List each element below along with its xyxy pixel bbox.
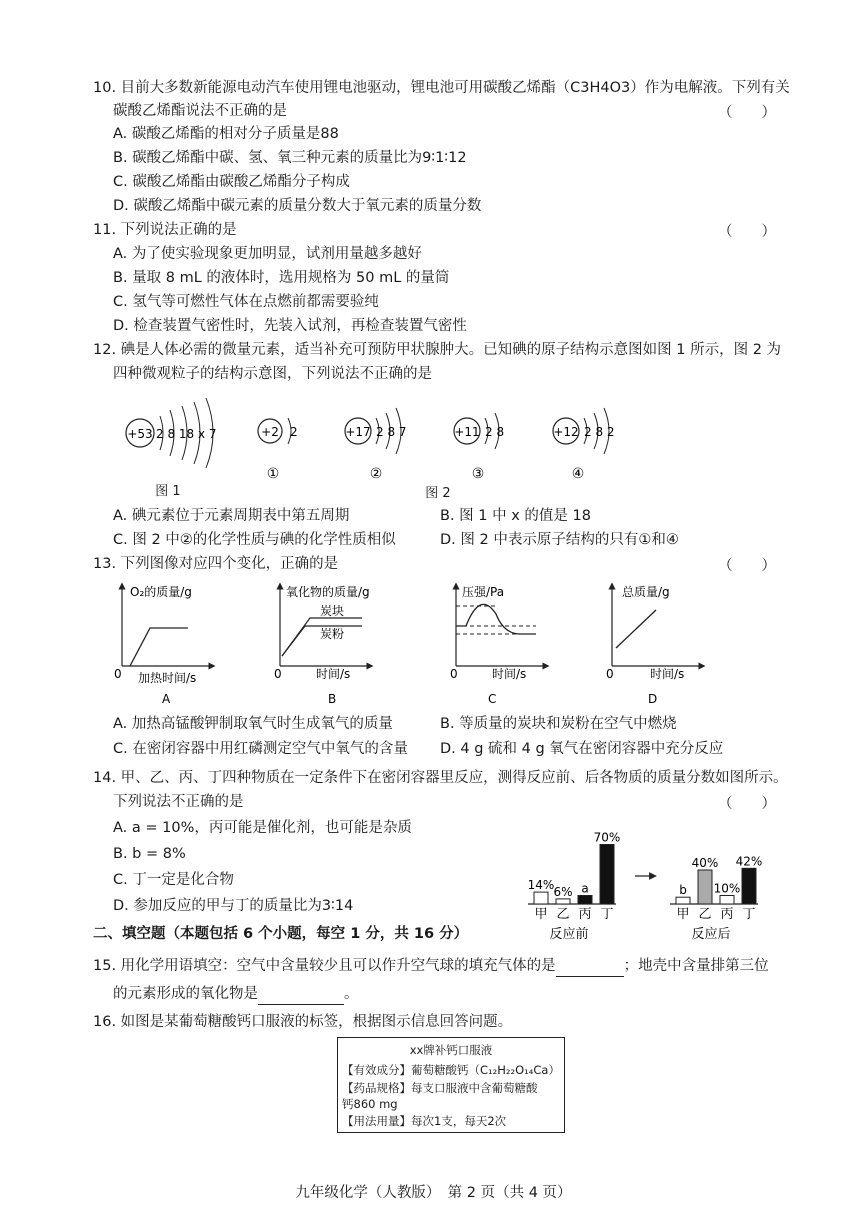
fig1-caption: 图 1: [155, 484, 181, 499]
particle-1-diagram: [258, 418, 298, 482]
after-category-2: 丙: [720, 907, 734, 922]
q13-option-d: D. 4 g 硫和 4 g 氧气在密闭容器中充分反应: [440, 741, 724, 757]
q11-option-c: C. 氢气等可燃性气体在点燃前都需要验纯: [113, 294, 379, 310]
after-title: 反应后: [691, 927, 731, 942]
svg-text:炭粉: 炭粉: [320, 627, 345, 641]
particle-3-diagram: [454, 413, 504, 482]
q11-option-a: A. 为了使实验现象更加明显，试剂用量越多越好: [113, 246, 422, 262]
svg-text:2 8 7: 2 8 7: [376, 425, 407, 439]
svg-text:②: ②: [369, 466, 383, 482]
svg-text:2 8: 2 8: [485, 425, 505, 439]
q14-option-d: D. 参加反应的甲与丁的质量比为3∶14: [113, 898, 354, 914]
svg-text:0: 0: [114, 667, 122, 681]
q14-answer-paren: （ ）: [718, 796, 776, 812]
fig2-caption: 图 2: [425, 486, 451, 501]
chart-before: [528, 831, 621, 943]
q13-answer-paren: （ ）: [718, 558, 776, 574]
q11-option-b: B. 量取 8 mL 的液体时，选用规格为 50 mL 的量筒: [113, 270, 450, 286]
svg-text:时间/s: 时间/s: [492, 667, 527, 681]
q12-stem-line1: 12. 碘是人体必需的微量元素，适当补充可预防甲状腺肿大。已知碘的原子结构示意图如图 1 所示，图 2 为: [93, 342, 782, 358]
svg-text:+2: +2: [261, 425, 279, 439]
q11-stem: 11. 下列说法正确的是: [93, 222, 237, 238]
q10-stem-line2: 碳酸乙烯酯说法不正确的是: [113, 103, 287, 119]
q10-option-a: A. 碳酸乙烯酯的相对分子质量是88: [113, 126, 339, 142]
svg-text:加热时间/s: 加热时间/s: [138, 671, 197, 685]
graph-b: [274, 584, 370, 706]
particle-2-diagram: [345, 408, 407, 482]
after-bar-0: [676, 897, 690, 904]
graph-a: [114, 584, 212, 706]
svg-text:炭块: 炭块: [320, 604, 345, 618]
q14-option-a: A. a = 10%，丙可能是催化剂，也可能是杂质: [113, 820, 412, 836]
before-bar-3: [600, 845, 614, 905]
svg-text:时间/s: 时间/s: [650, 667, 685, 681]
q10-option-d: D. 碳酸乙烯酯中碳元素的质量分数大于氧元素的质量分数: [113, 198, 482, 214]
after-value-label-1: 40%: [691, 856, 719, 870]
after-category-0: 甲: [676, 907, 690, 922]
after-category-1: 乙: [698, 907, 712, 922]
q12-stem-line2: 四种微观粒子的结构示意图，下列说法不正确的是: [113, 366, 432, 382]
q13-option-b: B. 等质量的炭块和炭粉在空气中燃烧: [440, 716, 677, 732]
q12-option-c: C. 图 2 中②的化学性质与碘的化学性质相似: [113, 532, 396, 548]
q12-option-b: B. 图 1 中 x 的值是 18: [440, 508, 591, 524]
q16-stem: 16. 如图是某葡萄糖酸钙口服液的标签，根据图示信息回答问题。: [93, 1014, 513, 1030]
svg-text:0: 0: [606, 667, 614, 681]
particle-4-diagram: [553, 408, 615, 482]
graph-c: [450, 585, 546, 706]
iodine-atom-diagram: [126, 398, 217, 468]
svg-text:B: B: [328, 692, 337, 706]
label-title: xx牌补钙口服液: [409, 1043, 493, 1057]
svg-text:O₂的质量/g: O₂的质量/g: [130, 585, 192, 599]
before-category-0: 甲: [534, 907, 548, 922]
q13-option-c: C. 在密闭容器中用红磷测定空气中氧气的含量: [113, 741, 408, 757]
svg-text:A: A: [162, 692, 171, 706]
svg-text:④: ④: [571, 466, 585, 482]
atom-structure-diagrams: [110, 388, 670, 500]
q15-line2: 的元素形成的氧化物是 。: [113, 984, 359, 1005]
svg-text:+17: +17: [345, 425, 371, 439]
q14-bar-charts: [520, 814, 770, 954]
q14-stem-line2: 下列说法不正确的是: [113, 794, 244, 810]
svg-text:①: ①: [266, 466, 280, 482]
q11-answer-paren: （ ）: [718, 224, 776, 240]
before-title: 反应前: [549, 927, 589, 942]
svg-text:+11: +11: [454, 425, 480, 439]
svg-text:时间/s: 时间/s: [316, 667, 351, 681]
q13-graphs: [100, 578, 720, 708]
label-line-3: 钙860 mg: [342, 1097, 398, 1111]
svg-text:2: 2: [290, 425, 298, 439]
before-bar-2: [578, 896, 592, 905]
q15-line1: 15. 用化学用语填空：空气中含量较少且可以作升空气球的填充气体的是 ；地壳中含量排第三位: [93, 956, 769, 977]
q13-stem: 13. 下列图像对应四个变化，正确的是: [93, 556, 339, 572]
after-bar-1: [698, 870, 712, 904]
svg-text:0: 0: [450, 667, 458, 681]
after-category-3: 丁: [742, 907, 756, 922]
before-value-label-1: 6%: [553, 884, 573, 899]
after-value-label-2: 10%: [713, 881, 741, 896]
page-footer: 九年级化学（人教版） 第 2 页（共 4 页）: [295, 1185, 572, 1201]
svg-text:0: 0: [274, 667, 282, 681]
before-category-2: 丙: [578, 907, 592, 922]
svg-text:2 8 2: 2 8 2: [584, 425, 615, 439]
before-bar-1: [556, 899, 570, 904]
q11-option-d: D. 检查装置气密性时，先装入试剂，再检查装置气密性: [113, 318, 467, 334]
svg-text:压强/Pa: 压强/Pa: [462, 585, 505, 599]
section-2-heading: 二、填空题（本题包括 6 个小题，每空 1 分，共 16 分）: [93, 926, 469, 942]
q10-option-c: C. 碳酸乙烯酯由碳酸乙烯酯分子构成: [113, 174, 350, 190]
svg-text:③: ③: [471, 466, 485, 482]
label-line-4: 【用法用量】每次1支，每天2次: [342, 1114, 507, 1128]
after-bar-2: [720, 896, 734, 905]
svg-text:氧化物的质量/g: 氧化物的质量/g: [286, 585, 370, 599]
iodine-shells: 2 8 18 x 7: [156, 427, 217, 441]
before-category-1: 乙: [556, 907, 570, 922]
svg-text:D: D: [648, 692, 658, 706]
after-value-label-0: b: [679, 883, 687, 898]
q10-answer-paren: （ ）: [718, 105, 776, 121]
graph-d: [606, 584, 702, 706]
q14-stem-line1: 14. 甲、乙、丙、丁四种物质在一定条件下在密闭容器里反应，测得反应前、后各物质的质量分数如图所示。: [93, 770, 788, 786]
medicine-label: [337, 1037, 565, 1133]
svg-text:总质量/g: 总质量/g: [622, 585, 670, 599]
q10-option-b: B. 碳酸乙烯酯中碳、氢、氧三种元素的质量比为9∶1∶12: [113, 150, 467, 166]
before-value-label-2: a: [581, 881, 589, 896]
chart-after: [670, 854, 762, 942]
q14-option-b: B. b = 8%: [113, 846, 186, 862]
after-value-label-3: 42%: [735, 854, 763, 869]
q12-option-d: D. 图 2 中表示原子结构的只有①和④: [440, 532, 679, 548]
q13-option-a: A. 加热高锰酸钾制取氧气时生成氧气的质量: [113, 716, 393, 732]
svg-text:+12: +12: [553, 425, 579, 439]
q10-stem-line1: 10. 目前大多数新能源电动汽车使用锂电池驱动，锂电池可用碳酸乙烯酯（C3H4O3）作为电解液。下列有关: [93, 80, 790, 96]
before-bar-0: [534, 892, 548, 904]
label-line-1: 【有效成分】葡萄糖酸钙（C₁₂H₂₂O₁₄Ca）: [342, 1063, 560, 1077]
q15-blank-1[interactable]: [556, 956, 624, 977]
iodine-nucleus: +53: [127, 427, 153, 441]
q12-option-a: A. 碘元素位于元素周期表中第五周期: [113, 508, 350, 524]
q15-blank-2[interactable]: [258, 984, 344, 1005]
before-value-label-0: 14%: [527, 878, 555, 893]
q14-option-c: C. 丁一定是化合物: [113, 872, 234, 888]
svg-text:C: C: [488, 692, 497, 706]
label-line-2: 【药品规格】每支口服液中含葡萄糖酸: [342, 1081, 538, 1095]
before-category-3: 丁: [600, 907, 614, 922]
after-bar-3: [742, 868, 756, 904]
before-value-label-3: 70%: [593, 830, 621, 845]
